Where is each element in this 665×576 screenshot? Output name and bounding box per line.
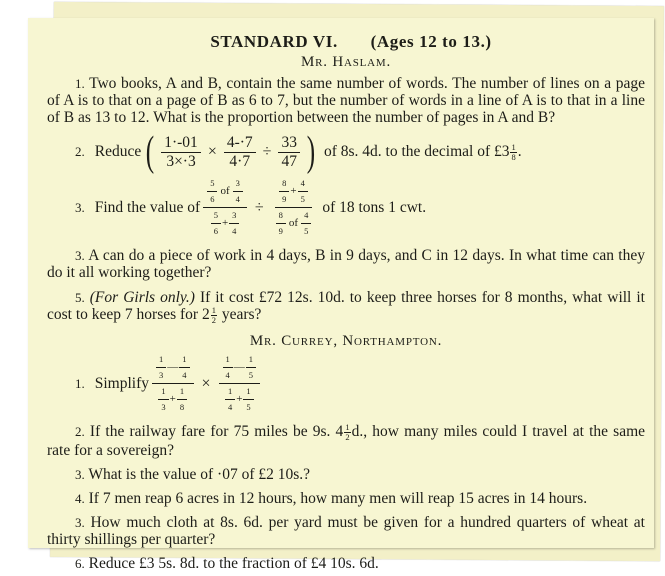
- period: .: [517, 143, 522, 160]
- denominator: 6: [213, 226, 218, 236]
- denominator: 3: [161, 402, 166, 412]
- denominator: 2: [345, 432, 350, 442]
- numerator: 1: [246, 352, 256, 368]
- numerator: 1: [156, 352, 166, 368]
- question-5: [47, 289, 645, 325]
- numerator: 3: [233, 176, 243, 192]
- denominator: 3: [159, 370, 164, 380]
- question-number: 3.: [75, 515, 85, 530]
- numerator: 1: [177, 384, 187, 400]
- question-text-end: years?: [221, 306, 262, 324]
- fraction: [156, 352, 166, 383]
- fraction: [279, 176, 289, 207]
- question-5b: [47, 514, 645, 548]
- question-6b: [47, 555, 645, 572]
- question-text: Simplify: [94, 374, 150, 392]
- denominator: [272, 208, 316, 239]
- denominator: 3×·3: [166, 152, 196, 170]
- numerator: [275, 176, 312, 208]
- plus-sign: +: [221, 217, 229, 229]
- numerator: 5: [207, 176, 217, 192]
- denominator: 6: [210, 194, 215, 204]
- question-text: of 18 tons 1 cwt.: [322, 198, 427, 216]
- times-sign: ×: [201, 374, 211, 392]
- denominator: 4: [227, 402, 233, 412]
- question-number: 3.: [75, 467, 85, 482]
- denominator: 4: [225, 370, 230, 380]
- fraction: [243, 384, 253, 415]
- numerator: 1·-01: [161, 134, 201, 153]
- denominator: 4: [182, 370, 187, 380]
- fraction: [179, 352, 189, 383]
- denominator: 4·7: [229, 152, 251, 170]
- question-number: 2.: [75, 144, 85, 159]
- numerator: 1: [179, 352, 189, 368]
- denominator: 9: [282, 194, 287, 204]
- question-text: Two books, A and B, contain the same number of words. The number of lines on a page of A is to that on a page of B as 6 to 7, but the number of words in a line of A is to that in a line of B as 13 to 12. What is the proportion between the number of pages in A and B?: [47, 75, 645, 126]
- question-text: If it cost £72 12s. 10d. to keep three horses for 8 months, what will it cost to keep 7 horses for 2: [47, 289, 645, 324]
- question-4b: [47, 490, 645, 507]
- denominator: 5: [300, 194, 305, 204]
- right-paren: ): [306, 129, 316, 175]
- question-2b: [47, 423, 645, 459]
- numerator: 4: [298, 176, 308, 192]
- question-4: [47, 247, 645, 281]
- fraction: [301, 208, 311, 239]
- minus-sign: —: [167, 361, 179, 373]
- fraction: [211, 208, 221, 239]
- numerator: [152, 352, 194, 384]
- question-number: 4.: [75, 491, 85, 506]
- times-sign: ×: [207, 143, 217, 160]
- fraction: [278, 134, 300, 171]
- question-2: [47, 129, 645, 175]
- question-1: [47, 75, 645, 126]
- complex-fraction: [152, 352, 194, 415]
- question-text: What is the value of ·07 of £2 10s.?: [88, 466, 311, 483]
- fraction: [233, 176, 243, 207]
- numerator: 1: [243, 384, 253, 400]
- numerator: 4: [301, 208, 311, 224]
- plus-sign: +: [236, 393, 243, 405]
- numerator: 5: [211, 208, 221, 224]
- question-number: 3.: [75, 199, 85, 215]
- complex-fraction: [219, 352, 261, 415]
- question-number: 1.: [75, 375, 85, 391]
- of-word: of: [288, 217, 299, 229]
- denominator: [221, 384, 258, 415]
- document-page: [28, 18, 654, 572]
- question-text: Reduce £3 5s. 8d. to the fraction of £4 10s. 6d.: [88, 555, 379, 572]
- fraction: [510, 143, 516, 162]
- fraction: [223, 352, 233, 383]
- fraction: [158, 384, 168, 415]
- question-number: 1.: [75, 76, 85, 91]
- numerator: 1: [158, 384, 168, 400]
- denominator: 2: [211, 315, 216, 325]
- fraction: [229, 208, 239, 239]
- question-number: 6.: [75, 556, 85, 571]
- numerator: 4-·7: [224, 134, 256, 153]
- fraction: [224, 134, 256, 171]
- fraction: [161, 134, 201, 171]
- plus-sign: +: [290, 185, 297, 197]
- numerator: [203, 176, 247, 208]
- denominator: [154, 384, 191, 415]
- numerator: 1: [511, 141, 516, 152]
- complex-fraction: [203, 176, 247, 239]
- denominator: 5: [248, 370, 254, 380]
- numerator: 1: [223, 352, 233, 368]
- numerator: 1: [211, 305, 216, 315]
- fraction: [177, 384, 187, 415]
- numerator: 3: [229, 208, 239, 224]
- denominator: 5: [304, 226, 309, 236]
- divide-sign: ÷: [254, 198, 264, 216]
- fraction: [246, 352, 256, 383]
- numerator: 8: [279, 176, 289, 192]
- question-number: 3.: [75, 248, 85, 263]
- question-text-end: d., how many miles could I travel at the same rate for a sovereign?: [47, 423, 646, 459]
- numerator: 1: [225, 384, 235, 400]
- denominator: 9: [278, 226, 283, 236]
- page-content: [47, 32, 645, 572]
- question-text: Find the value of: [94, 198, 201, 216]
- fraction: [298, 176, 308, 207]
- author-currey: Mr. Currey, Northampton.: [249, 333, 443, 349]
- denominator: 4: [232, 226, 237, 236]
- ages-text: (Ages 12 to 13.): [370, 32, 492, 51]
- denominator: 5: [246, 402, 251, 412]
- girls-only-note: (For Girls only.): [89, 289, 195, 306]
- question-1b: [47, 352, 645, 415]
- fraction: [344, 423, 350, 442]
- left-paren: (: [146, 129, 155, 175]
- fraction: [207, 176, 217, 207]
- question-number: 5.: [75, 290, 85, 305]
- fraction: [225, 384, 235, 415]
- numerator: 33: [278, 134, 300, 153]
- numerator: 1: [345, 422, 350, 432]
- question-number: 2.: [75, 424, 85, 440]
- question-text: Reduce: [94, 143, 142, 160]
- denominator: 8: [179, 402, 185, 412]
- question-text: If 7 men reap 6 acres in 12 hours, how many men will reap 15 acres in 14 hours.: [88, 490, 588, 507]
- question-text: of 8s. 4d. to the decimal of £3: [323, 143, 510, 160]
- question-3b: [47, 466, 645, 483]
- question-text: A can do a piece of work in 4 days, B in 9 days, and C in 12 days. In what time can they do it all working together?: [47, 247, 645, 281]
- page-title: [57, 32, 645, 52]
- denominator: 4: [235, 194, 240, 204]
- title-text: STANDARD VI.: [210, 32, 338, 51]
- denominator: 8: [511, 151, 516, 162]
- minus-sign: —: [233, 361, 245, 373]
- denominator: [207, 208, 244, 239]
- divide-sign: ÷: [262, 143, 272, 160]
- complex-fraction: [272, 176, 316, 239]
- numerator: [219, 352, 261, 384]
- fraction: [211, 306, 217, 325]
- denominator: 47: [281, 152, 297, 170]
- question-3: [47, 176, 645, 239]
- question-text: How much cloth at 8s. 6d. per yard must be given for a hundred quarters of wheat at thirty shillings per quarter?: [47, 514, 645, 548]
- fraction: [276, 208, 286, 239]
- author-haslam: Mr. Haslam.: [300, 54, 392, 70]
- numerator: 8: [276, 208, 286, 224]
- question-text: If the railway fare for 75 miles be 9s. 4: [89, 423, 344, 441]
- plus-sign: +: [169, 393, 176, 405]
- of-word: of: [220, 185, 230, 197]
